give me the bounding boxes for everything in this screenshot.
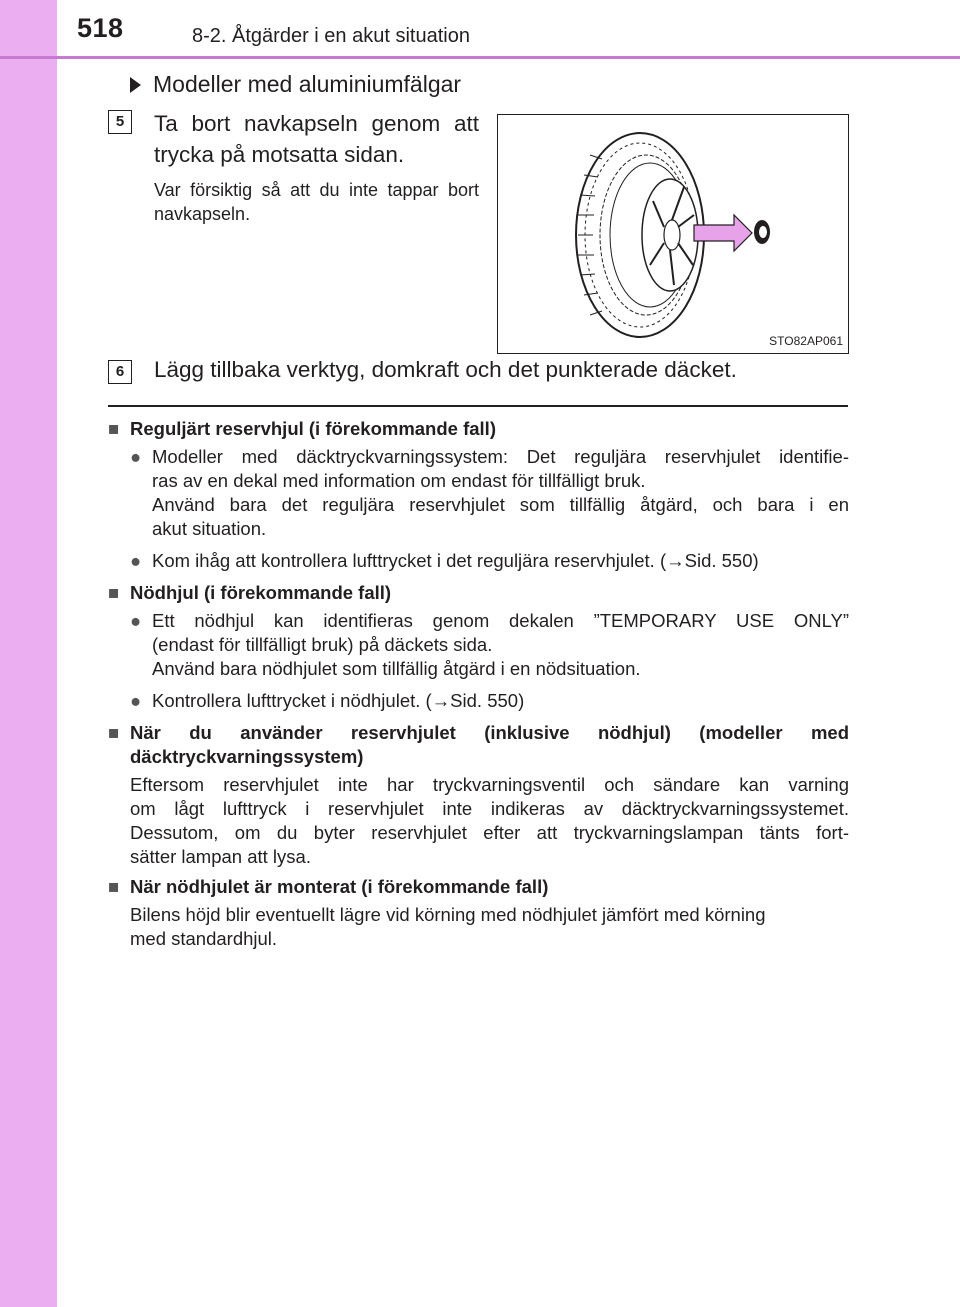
note-heading xyxy=(108,875,849,899)
section-divider xyxy=(108,405,848,407)
step-5-badge: 5 xyxy=(108,110,132,134)
square-bullet-icon: ■ xyxy=(108,876,120,897)
figure-code: STO82AP061 xyxy=(769,334,843,348)
note-bullet xyxy=(108,609,849,681)
note-paragraph xyxy=(108,903,849,951)
section-title: 8-2. Åtgärder i en akut situation xyxy=(192,25,470,47)
note-heading-text: Reguljärt reservhjul (i förekommande fall) xyxy=(130,418,496,439)
note-line: Kom ihåg att kontrollera lufttrycket i det reguljära reservhjulet. (→Sid. 550) xyxy=(152,550,759,571)
rim-drawing xyxy=(642,179,698,291)
note-line: ras av en dekal med information om endast för tillfälligt bruk. xyxy=(152,470,646,491)
note-line: Eftersom reservhjulet inte har tryckvarningsventil och sändare kan varning xyxy=(130,774,849,795)
note-line: Använd bara nödhjulet som tillfällig åtgärd i en nödsituation. xyxy=(152,658,641,679)
page-side-tab xyxy=(0,0,57,1307)
note-heading-text: När du använder reservhjulet (inklusive nödhjul) (modeller med xyxy=(130,722,849,743)
note-line: Modeller med däcktryckvarningssystem: Det reguljära reservhjulet identifie- xyxy=(152,446,849,467)
note-heading-text: Nödhjul (i förekommande fall) xyxy=(130,582,392,603)
step-5-note: Var försiktig så att du inte tappar bort navkapseln. xyxy=(154,180,479,224)
note-heading-text: däcktryckvarningssystem) xyxy=(130,746,364,767)
circle-bullet-icon: ● xyxy=(130,610,142,631)
hubcap-removal-illustration xyxy=(497,114,849,354)
circle-bullet-icon: ● xyxy=(130,690,142,711)
chevron-right-icon xyxy=(130,77,141,93)
note-heading xyxy=(108,581,849,605)
square-bullet-icon: ■ xyxy=(108,582,120,603)
step-6-badge: 6 xyxy=(108,360,132,384)
model-subheading xyxy=(130,71,461,98)
note-line: akut situation. xyxy=(152,518,267,539)
note-heading xyxy=(108,721,849,769)
notes-section xyxy=(108,415,849,957)
wheel-illustration xyxy=(498,115,848,353)
note-line: Dessutom, om du byter reservhjulet efter att tryckvarningslampan tänts fort- xyxy=(130,822,849,843)
model-subheading-text: Modeller med aluminiumfälgar xyxy=(153,71,462,97)
hubcap-icon xyxy=(754,220,770,244)
note-line: om lågt lufttryck i reservhjulet inte indikeras av däcktryckvarningssystemet. xyxy=(130,798,849,819)
note-line: Bilens höjd blir eventuellt lägre vid körning med nödhjulet jämfört med körning xyxy=(130,904,766,925)
note-heading xyxy=(108,417,849,441)
step-6-text: Lägg tillbaka verktyg, domkraft och det punkterade däcket. xyxy=(154,357,737,382)
note-line: Använd bara det reguljära reservhjulet som tillfällig åtgärd, och bara i en xyxy=(152,494,849,515)
header-rule xyxy=(0,56,960,59)
square-bullet-icon: ■ xyxy=(108,722,120,743)
page-number: 518 xyxy=(77,13,124,43)
note-bullet xyxy=(108,445,849,541)
circle-bullet-icon: ● xyxy=(130,550,142,571)
note-heading-text: När nödhjulet är monterat (i förekommande fall) xyxy=(130,876,549,897)
note-line: Kontrollera lufttrycket i nödhjulet. (→Sid. 550) xyxy=(152,690,525,711)
step-5-text: Ta bort navkapseln genom att trycka på motsatta sidan. xyxy=(154,111,479,167)
note-line: (endast för tillfälligt bruk) på däckets sida. xyxy=(152,634,493,655)
note-line: sätter lampan att lysa. xyxy=(130,846,311,867)
note-paragraph xyxy=(108,773,849,869)
note-line: med standardhjul. xyxy=(130,928,278,949)
circle-bullet-icon: ● xyxy=(130,446,142,467)
note-line: Ett nödhjul kan identifieras genom dekalen ”TEMPORARY USE ONLY” xyxy=(152,610,849,631)
note-bullet xyxy=(108,549,849,573)
square-bullet-icon: ■ xyxy=(108,418,120,439)
note-bullet xyxy=(108,689,849,713)
